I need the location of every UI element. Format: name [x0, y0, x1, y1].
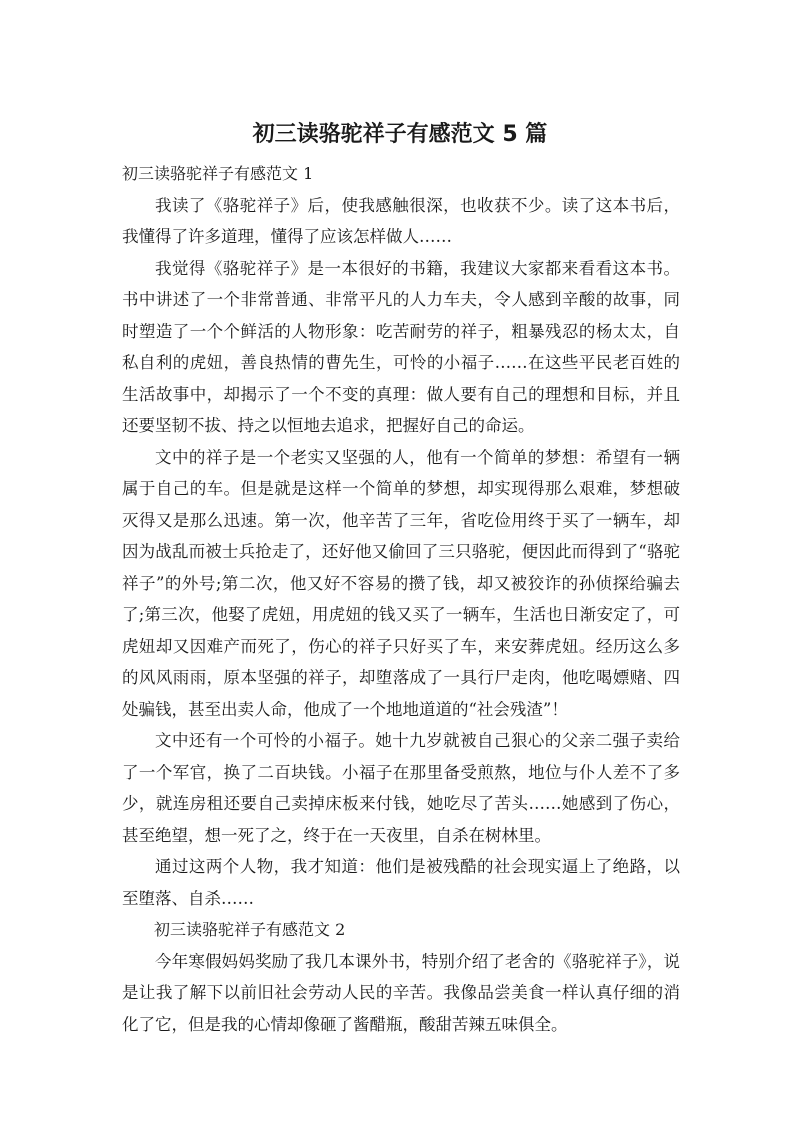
essay-1-paragraph-2: 我觉得《骆驼祥子》是一本很好的书籍，我建议大家都来看看这本书。书中讲述了一个非常普通、非常平凡的人力车夫，令人感到辛酸的故事，同时塑造了一个个鲜活的人物形象：吃苦耐劳的祥子，粗暴残忍的杨太太，自私自利的虎妞，善良热情的曹先生，可怜的小福子……在这些平民老百姓的生活故事中，却揭示了一个不变的真理：做人要有自己的理想和目标，并且还要坚韧不拔、持之以恒地去追求，把握好自己的命运。 [122, 258, 680, 435]
essay-2-heading: 初三读骆驼祥子有感范文 2 [154, 920, 346, 939]
essay-1-paragraph-4: 文中还有一个可怜的小福子。她十九岁就被自己狠心的父亲二强子卖给了一个军官，换了二百块钱。小福子在那里备受煎熬，地位与仆人差不了多少，就连房租还要自己卖掉床板来付钱，她吃尽了苦头……她感到了伤心，甚至绝望，想一死了之，终于在一天夜里，自杀在树林里。 [122, 731, 680, 845]
essay-1-heading: 初三读骆驼祥子有感范文 1 [122, 164, 314, 183]
essay-1-paragraph-1: 我读了《骆驼祥子》后，使我感触很深，也收获不少。读了这本书后，我懂得了许多道理，懂得了应该怎样做人…… [122, 195, 680, 246]
essay-1-paragraph-3: 文中的祥子是一个老实又坚强的人，他有一个简单的梦想：希望有一辆属于自己的车。但是就是这样一个简单的梦想，却实现得那么艰难，梦想破灭得又是那么迅速。第一次，他辛苦了三年，省吃俭用终于买了一辆车，却因为战乱而被士兵抢走了，还好他又偷回了三只骆驼，便因此而得到了“骆驼祥子”的外号;第二次，他又好不容易的攒了钱，却又被狡诈的孙侦探给骗去了;第三次，他娶了虎妞，用虎妞的钱又买了一辆车，生活也日渐安定了，可虎妞却又因难产而死了，伤心的祥子只好买了车，来安葬虎妞。经历这么多的风风雨雨，原本坚强的祥子，却堕落成了一具行尸走肉，他吃喝嫖赌、四处骗钱，甚至出卖人命，他成了一个地地道道的“社会残渣”！ [122, 447, 680, 719]
document-title: 初三读骆驼祥子有感范文 5 篇 [252, 122, 548, 147]
document-body [122, 158, 680, 1040]
essay-2-paragraph-1: 今年寒假妈妈奖励了我几本课外书，特别介绍了老舍的《骆驼祥子》，说是让我了解下以前旧社会劳动人民的辛苦。我像品尝美食一样认真仔细的消化了它，但是我的心情却像砸了酱醋瓶，酸甜苦辣五味俱全。 [122, 951, 680, 1034]
essay-1-paragraph-5: 通过这两个人物，我才知道：他们是被残酷的社会现实逼上了绝路，以至堕落、自杀…… [122, 857, 680, 908]
